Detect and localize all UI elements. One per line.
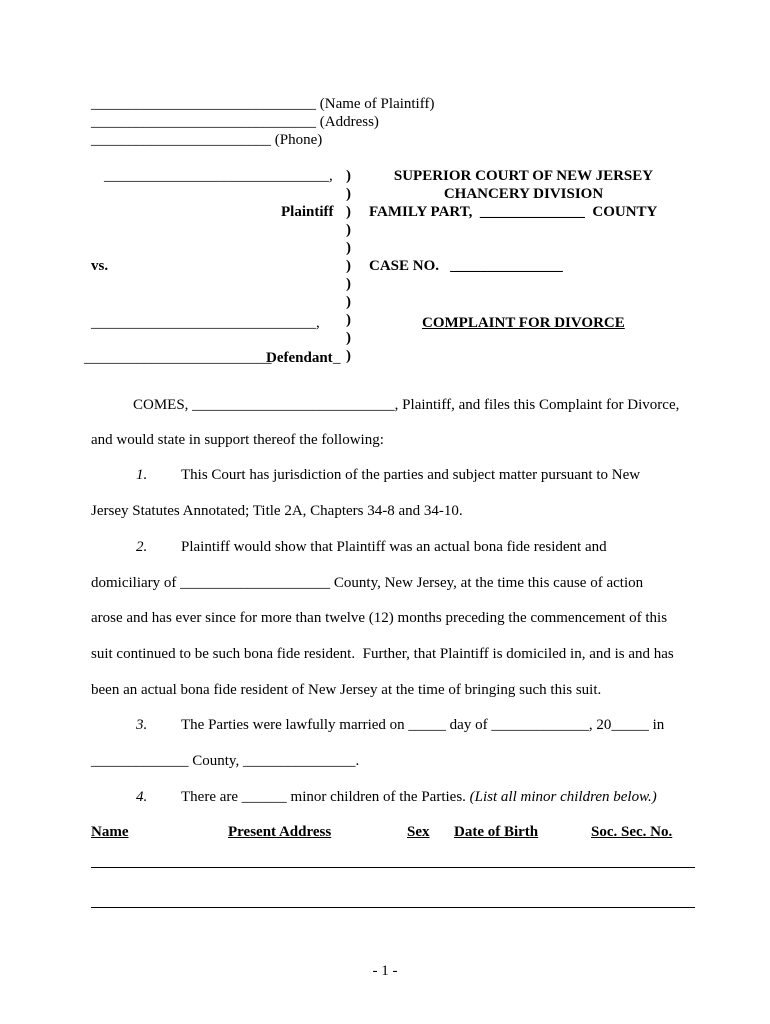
child-entry-line	[91, 907, 695, 908]
paragraph-2-line-4: suit continued to be such bona fide resident. Further, that Plaintiff is domiciled in, and is and has	[91, 646, 674, 662]
paragraph-2-line-1: Plaintiff would show that Plaintiff was an actual bona fide resident and	[181, 539, 607, 555]
paragraph-2-line-5: been an actual bona fide resident of New Jersey at the time of bringing such this suit.	[91, 682, 602, 698]
table-header-ssn: Soc. Sec. No.	[591, 824, 673, 840]
paragraph-4-main: There are ______ minor children of the Parties.	[181, 789, 466, 805]
plaintiff-label: Plaintiff	[281, 204, 334, 220]
page-number: - 1 -	[372, 963, 398, 979]
caption-paren: )	[346, 186, 351, 202]
paragraph-number: 1.	[136, 467, 148, 483]
paragraph-4-text	[181, 788, 657, 806]
table-header-address: Present Address	[228, 824, 332, 840]
paragraph-1-line-2: Jersey Statutes Annotated; Title 2A, Chapters 34-8 and 34-10.	[91, 503, 463, 519]
caption-paren: )	[346, 258, 351, 274]
defendant-label: Defendant	[266, 350, 333, 366]
paragraph-number: 3.	[136, 717, 148, 733]
paragraph-number: 2.	[136, 539, 148, 555]
court-name: SUPERIOR COURT OF NEW JERSEY	[393, 168, 654, 184]
paragraph-3-line-2: _____________ County, _______________.	[91, 753, 360, 769]
caption-paren: )	[346, 348, 351, 364]
table-header-name: Name	[91, 824, 129, 840]
defendant-caption-blank: ______________________________,	[91, 315, 320, 331]
paragraph-number: 4.	[136, 789, 148, 805]
paragraph-4-note: (List all minor children below.)	[469, 789, 657, 805]
court-part-county: FAMILY PART, ______________ COUNTY	[369, 204, 658, 220]
table-header-dob: Date of Birth	[454, 824, 539, 840]
caption-paren: )	[346, 294, 351, 310]
state-line: and would state in support thereof the following:	[91, 432, 384, 448]
caption-paren: )	[346, 222, 351, 238]
defendant-trailing: _	[333, 350, 341, 366]
caption-paren: )	[346, 312, 351, 328]
comes-line: COMES, ___________________________, Plaintiff, and files this Complaint for Divorce,	[133, 397, 680, 413]
paragraph-2-line-3: arose and has ever since for more than twelve (12) months preceding the commencement of this	[91, 610, 668, 626]
plaintiff-caption-blank: ______________________________,	[104, 168, 333, 184]
plaintiff-name-line: ______________________________ (Name of Plaintiff)	[91, 96, 435, 112]
child-entry-line	[91, 867, 695, 868]
paragraph-2-line-2: domiciliary of ____________________ County, New Jersey, at the time this cause of action	[91, 575, 644, 591]
caption-paren: )	[346, 240, 351, 256]
document-title: COMPLAINT FOR DIVORCE	[422, 315, 625, 331]
table-header-sex: Sex	[407, 824, 430, 840]
plaintiff-phone-line: ________________________ (Phone)	[91, 132, 323, 148]
court-division: CHANCERY DIVISION	[443, 186, 604, 202]
caption-paren: )	[346, 276, 351, 292]
caption-paren: )	[346, 168, 351, 184]
paragraph-1-line-1: This Court has jurisdiction of the parties and subject matter pursuant to New	[181, 467, 641, 483]
case-number: CASE NO. _______________	[369, 258, 563, 274]
versus-label: vs.	[91, 258, 109, 274]
defendant-underscore: _________________________	[84, 350, 272, 366]
caption-paren: )	[346, 204, 351, 220]
plaintiff-address-line: ______________________________ (Address)	[91, 114, 379, 130]
paragraph-3-line-1: The Parties were lawfully married on _____ day of _____________, 20_____ in	[181, 717, 665, 733]
caption-paren: )	[346, 330, 351, 346]
